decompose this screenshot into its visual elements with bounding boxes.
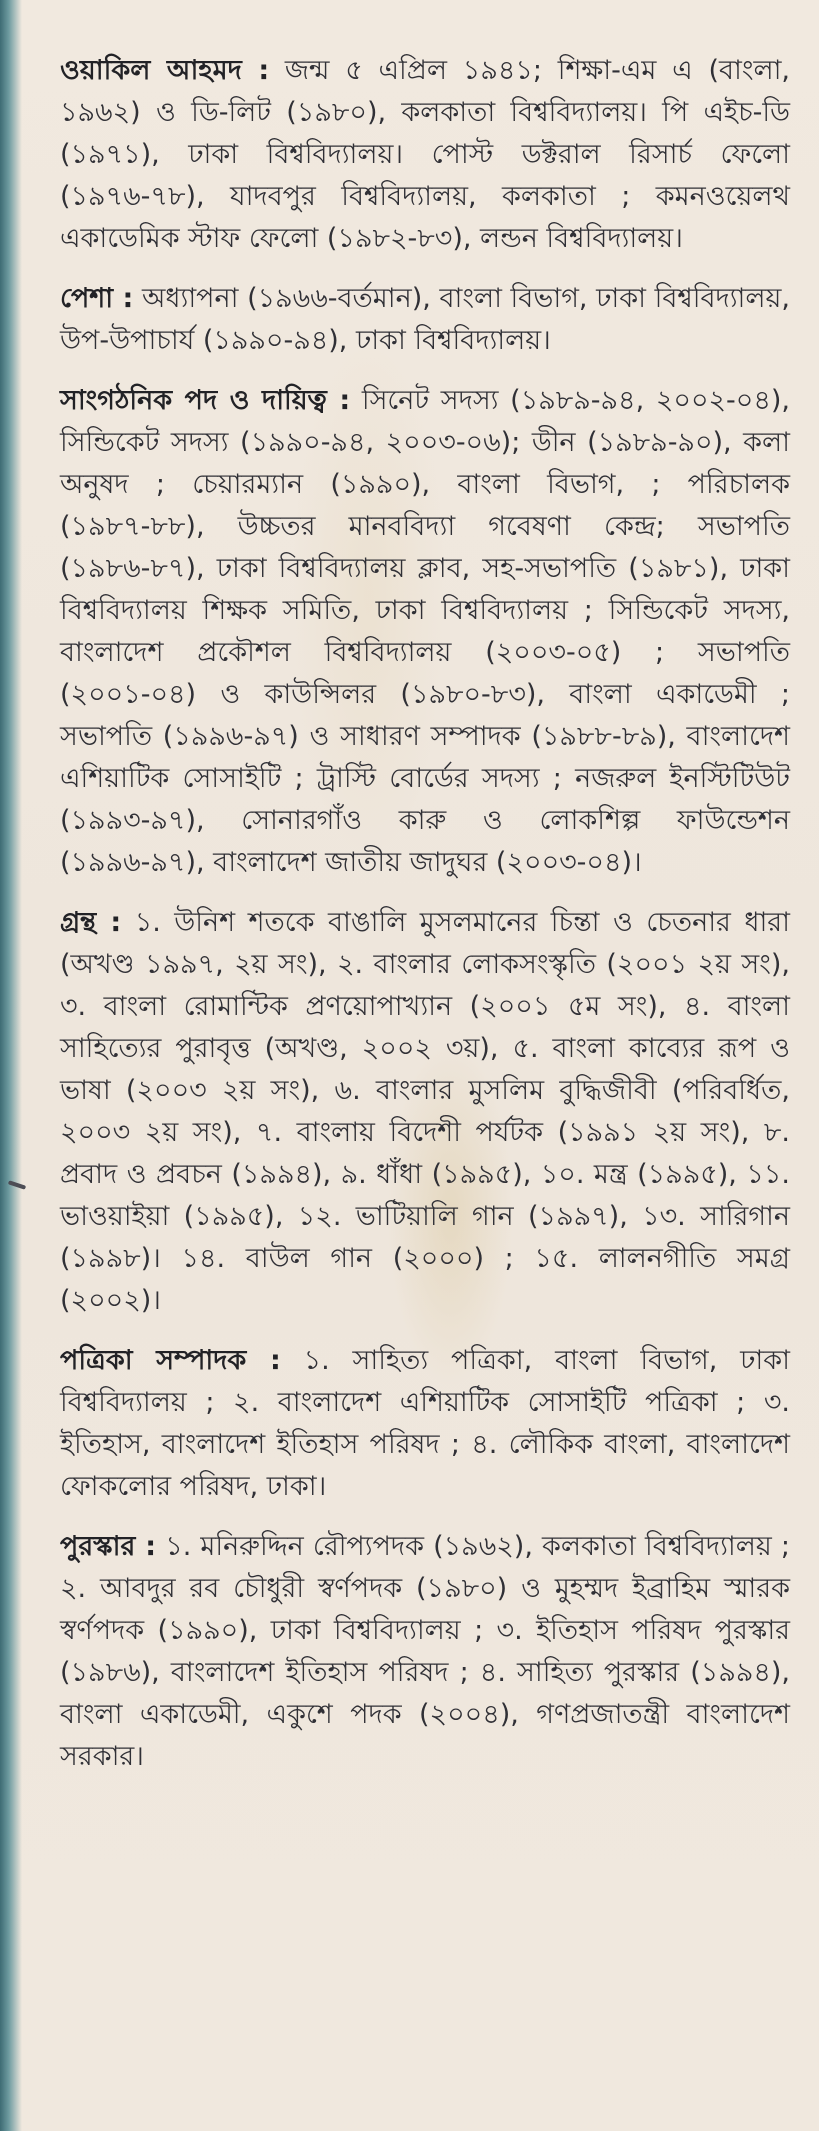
books-text: ১. উনিশ শতকে বাঙালি মুসলমানের চিন্তা ও চেতনার ধারা (অখণ্ড ১৯৯৭, ২য় সং), ২. বাংলার লোকসংস্কৃতি (২০০১ ২য় সং), ৩. বাংলা রোমান্টিক প্রণয়োপাখ্যান (২০০১ ৫ম সং), ৪. বাংলা সাহিত্যের পুরাবৃত্ত (অখণ্ড, ২০০২ ৩য়), ৫. বাংলা কাব্যের রূপ ও ভাষা (২০০৩ ২য় সং), ৬. বাংলার মুসলিম বুদ্ধিজীবী (পরিবর্ধিত, ২০০৩ ২য় সং), ৭. বাংলায় বিদেশী পর্যটক (১৯৯১ ২য় সং), ৮. প্রবাদ ও প্রবচন (১৯৯৪), ৯. ধাঁধা (১৯৯৫), ১০. মন্ত্র (১৯৯৫), ১১. ভাওয়াইয়া (১৯৯৫), ১২. ভাটিয়ালি গান (১৯৯৭), ১৩. সারিগান (১৯৯৮)। ১৪. বাউল গান (২০০০) ; ১৫. লালনগীতি সমগ্র (২০০২)।	[60, 907, 790, 1316]
profession-paragraph	[60, 278, 790, 362]
intro-text: জন্ম ৫ এপ্রিল ১৯৪১; শিক্ষা-এম এ (বাংলা, ১৯৬২) ও ডি-লিট (১৯৮০), কলকাতা বিশ্ববিদ্যালয়। পি এইচ-ডি (১৯৭১), ঢাকা বিশ্ববিদ্যালয়। পোস্ট ডক্টরাল রিসার্চ ফেলো (১৯৭৬-৭৮), যাদবপুর বিশ্ববিদ্যালয়, কলকাতা ; কমনওয়েলথ একাডেমিক স্টাফ ফেলো (১৯৮২-৮৩), লন্ডন বিশ্ববিদ্যালয়।	[60, 55, 790, 254]
editor-label: পত্রিকা সম্পাদক :	[60, 1345, 281, 1376]
books-paragraph	[60, 902, 790, 1322]
editor-text: ১. সাহিত্য পত্রিকা, বাংলা বিভাগ, ঢাকা বিশ্ববিদ্যালয় ; ২. বাংলাদেশ এশিয়াটিক সোসাইটি পত্রিকা ; ৩. ইতিহাস, বাংলাদেশ ইতিহাস পরিষদ ; ৪. লৌকিক বাংলা, বাংলাদেশ ফোকলোর পরিষদ, ঢাকা।	[60, 1345, 790, 1502]
intro-paragraph	[60, 50, 790, 260]
margin-mark	[8, 1180, 26, 1189]
awards-paragraph	[60, 1526, 790, 1778]
positions-text: সিনেট সদস্য (১৯৮৯-৯৪, ২০০২-০৪), সিন্ডিকেট সদস্য (১৯৯০-৯৪, ২০০৩-০৬); ডীন (১৯৮৯-৯০), কলা অনুষদ ; চেয়ারম্যান (১৯৯০), বাংলা বিভাগ, ; পরিচালক (১৯৮৭-৮৮), উচ্চতর মানববিদ্যা গবেষণা কেন্দ্র; সভাপতি (১৯৮৬-৮৭), ঢাকা বিশ্ববিদ্যালয় ক্লাব, সহ-সভাপতি (১৯৮১), ঢাকা বিশ্ববিদ্যালয় শিক্ষক সমিতি, ঢাকা বিশ্ববিদ্যালয় ; সিন্ডিকেট সদস্য, বাংলাদেশ প্রকৌশল বিশ্ববিদ্যালয় (২০০৩-০৫) ; সভাপতি (২০০১-০৪) ও কাউন্সিলর (১৯৮০-৮৩), বাংলা একাডেমী ; সভাপতি (১৯৯৬-৯৭) ও সাধারণ সম্পাদক (১৯৮৮-৮৯), বাংলাদেশ এশিয়াটিক সোসাইটি ; ট্রাস্টি বোর্ডের সদস্য ; নজরুল ইনস্টিটিউট (১৯৯৩-৯৭), সোনারগাঁও কারু ও লোকশিল্প ফাউন্ডেশন (১৯৯৬-৯৭), বাংলাদেশ জাতীয় জাদুঘর (২০০৩-০৪)।	[60, 385, 790, 878]
editor-paragraph	[60, 1340, 790, 1508]
awards-text: ১. মনিরুদ্দিন রৌপ্যপদক (১৯৬২), কলকাতা বিশ্ববিদ্যালয় ; ২. আবদুর রব চৌধুরী স্বর্ণপদক (১৯৮০) ও মুহম্মদ ইব্রাহিম স্মারক স্বর্ণপদক (১৯৯০), ঢাকা বিশ্ববিদ্যালয় ; ৩. ইতিহাস পরিষদ পুরস্কার (১৯৮৬), বাংলাদেশ ইতিহাস পরিষদ ; ৪. সাহিত্য পুরস্কার (১৯৯৪), বাংলা একাডেমী, একুশে পদক (২০০৪), গণপ্রজাতন্ত্রী বাংলাদেশ সরকার।	[60, 1531, 790, 1772]
biography-entry	[60, 50, 790, 1796]
positions-label: সাংগঠনিক পদ ও দায়িত্ব :	[60, 385, 351, 416]
books-label: গ্রন্থ :	[60, 907, 122, 938]
profession-label: পেশা :	[60, 283, 134, 314]
person-name: ওয়াকিল আহমদ :	[60, 55, 270, 86]
awards-label: পুরস্কার :	[60, 1531, 157, 1562]
positions-paragraph	[60, 380, 790, 884]
profession-text: অধ্যাপনা (১৯৬৬-বর্তমান), বাংলা বিভাগ, ঢাকা বিশ্ববিদ্যালয়, উপ-উপাচার্য (১৯৯০-৯৪), ঢাকা বিশ্ববিদ্যালয়।	[60, 283, 790, 356]
